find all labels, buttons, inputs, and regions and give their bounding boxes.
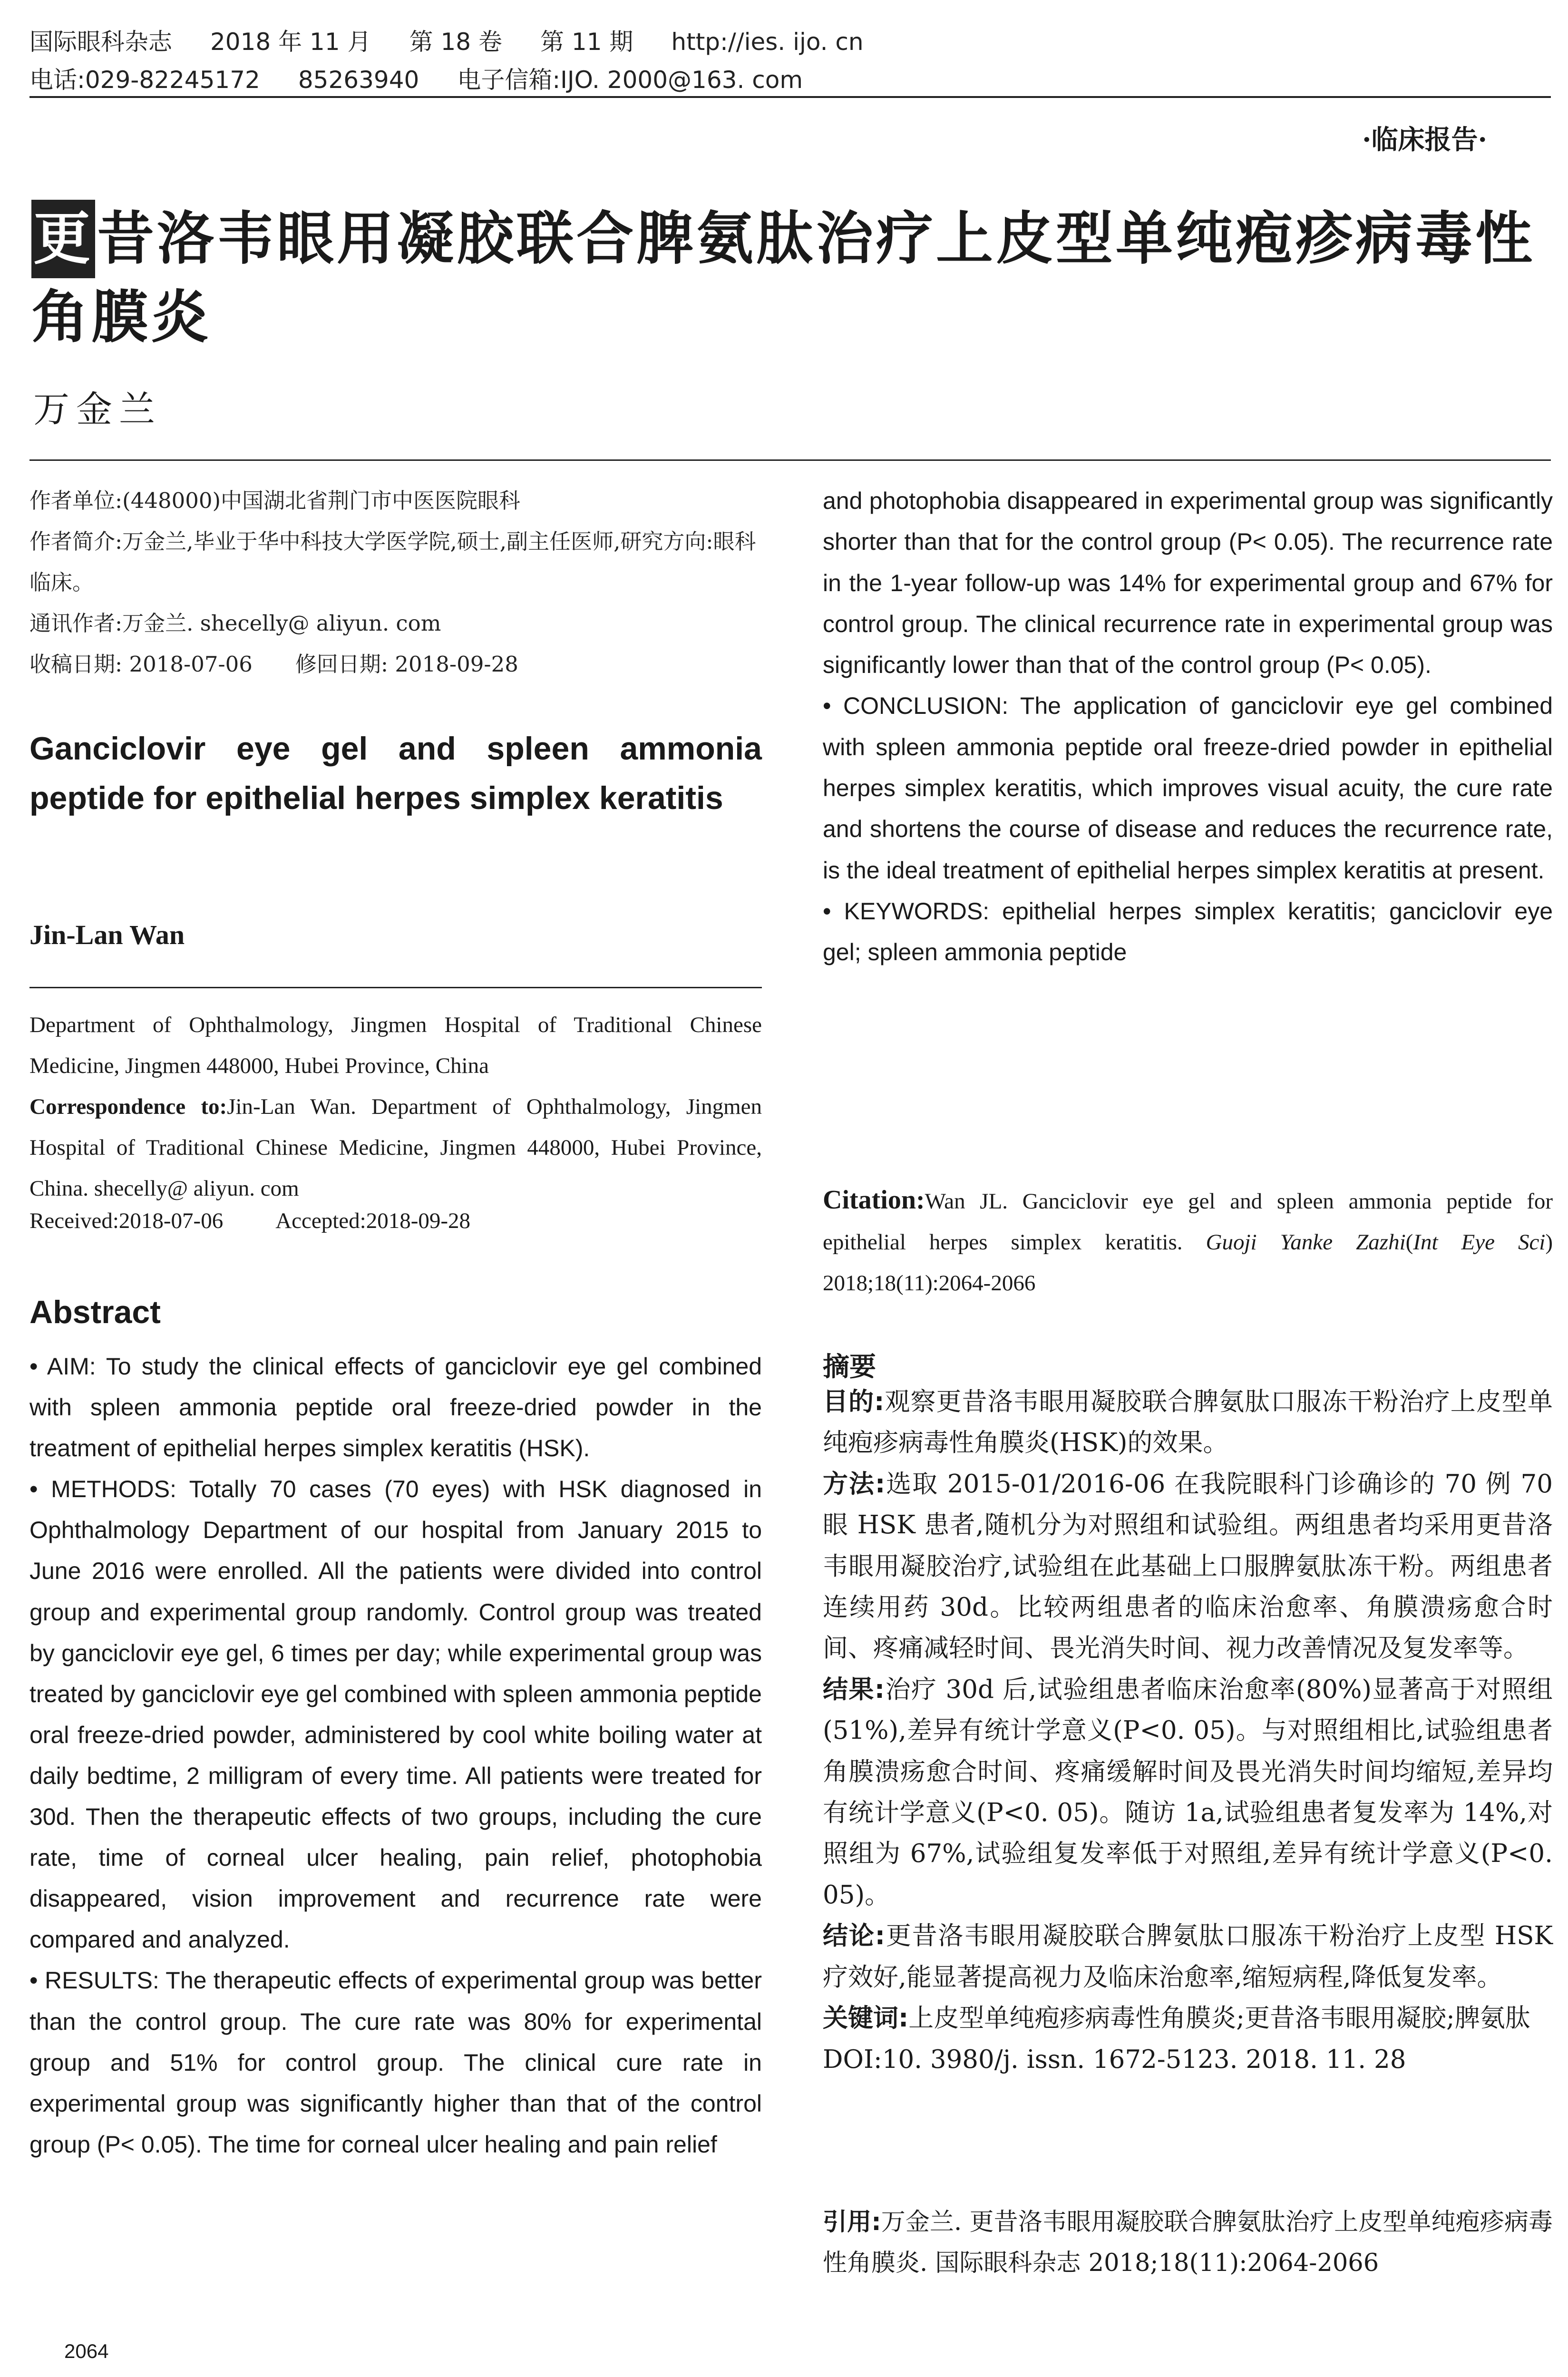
correspondence-text: Jin-Lan Wan. Department of Ophthalmology, Jingmen Hospital of Traditional Chinese Medicine, Jingmen 448000, Hubei Province, China. shecelly@ aliyun. com [29, 1094, 762, 1201]
received-accepted [29, 1208, 762, 1234]
issue-date: 2018 年 11 月 [210, 28, 371, 56]
corresponding-author: 通讯作者:万金兰. shecelly@ aliyun. com [29, 611, 441, 636]
zh-citation-text: 万金兰. 更昔洛韦眼用凝胶联合脾氨肽治疗上皮型单纯疱疹病毒性角膜炎. 国际眼科杂志 2018;18(11):2064-2066 [823, 2208, 1553, 2277]
title-en: Ganciclovir eye gel and spleen ammonia peptide for epithelial herpes simplex keratitis [29, 731, 762, 816]
abstract-right [823, 480, 1553, 973]
affiliation-divider [29, 987, 762, 988]
abstract-conclusion: • CONCLUSION: The application of ganciclovir eye gel combined with spleen ammonia peptide oral freeze-dried powder in epithelial herpes simplex keratitis, which improves visual acuity, the cure rate and shortens the course of disease and reduces the recurrence rate, is the ideal treatment of epithelial herpes simplex keratitis at present. [823, 692, 1553, 884]
volume: 第 18 卷 [409, 28, 502, 56]
abstract-methods: • METHODS: Totally 70 cases (70 eyes) with HSK diagnosed in Ophthalmology Department of our hospital from January 2015 to June 2016 were enrolled. All the patients were divided into control group and experimental group randomly. Control group was treated by ganciclovir eye gel, 6 times per day; while experimental group was treated by ganciclovir eye gel combined with spleen ammonia peptide oral freeze-dried powder, administered by cool white boiling water at daily bedtime, 2 milligram of every time. All patients were treated for 30d. Then the therapeutic effects of two groups, including the cure rate, time of corneal ulcer healing, pain relief, photophobia disappeared, vision improvement and recurrence rate were compared and analyzed. [29, 1476, 762, 1953]
title-divider [29, 459, 1551, 461]
zh-citation [823, 2202, 1553, 2284]
zh-abstract [823, 1382, 1553, 2080]
abstract-results-cont: and photophobia disappeared in experimental group was significantly shorter than that for the control group (P< 0.05). The recurrence rate in the 1-year follow-up was 14% for experimental group and 67% for control group. The clinical recurrence rate in experimental group was significantly lower than that of the control group (P< 0.05). [823, 487, 1553, 679]
abstract-keywords: • KEYWORDS: epithelial herpes simplex keratitis; ganciclovir eye gel; spleen ammonia peptide [823, 897, 1553, 966]
journal-name: 国际眼科杂志 [29, 28, 172, 56]
author-zh: 万金兰 [33, 388, 162, 430]
citation-intsci: Int Eye Sci [1413, 1230, 1546, 1255]
citation-journal: Guoji Yanke Zazhi [1206, 1230, 1406, 1255]
zh-aim: 目的:观察更昔洛韦眼用凝胶联合脾氨肽口服冻干粉治疗上皮型单纯疱疹病毒性角膜炎(HSK)的效果。 [823, 1387, 1553, 1458]
journal-header-line2 [29, 61, 841, 95]
author-bio: 作者简介:万金兰,毕业于华中科技大学医学院,硕士,副主任医师,研究方向:眼科临床。 [29, 529, 756, 595]
email[interactable]: 电子信箱:IJO. 2000@163. com [457, 66, 803, 94]
abstract-heading: Abstract [29, 1294, 161, 1330]
citation-text: Wan JL. Ganciclovir eye gel and spleen ammonia peptide for epithelial herpes simplex keratitis. [823, 1189, 1553, 1255]
zh-keywords: 关键词:上皮型单纯疱疹病毒性角膜炎;更昔洛韦眼用凝胶;脾氨肽 [823, 2004, 1530, 2033]
issue: 第 11 期 [540, 28, 633, 56]
phone: 电话:029-82245172 [29, 66, 260, 94]
citation-details: ) 2018;18(11):2064-2066 [823, 1230, 1553, 1296]
author-unit: 作者单位:(448000)中国湖北省荆门市中医医院眼科 [29, 488, 521, 513]
citation-label: Citation: [823, 1185, 925, 1215]
title-zh [31, 200, 1544, 357]
page-number: 2064 [64, 2340, 109, 2362]
author-info [29, 480, 762, 685]
journal-header-line1 [29, 23, 902, 57]
citation: Citation:Wan JL. Ganciclovir eye gel and spleen ammonia peptide for epithelial herpes simplex keratitis. Guoji Yanke Zazhi(Int Eye Sci) 2018;18(11):2064-2066 [823, 1185, 1553, 1296]
phone2: 85263940 [298, 66, 419, 94]
abstract-results: • RESULTS: The therapeutic effects of experimental group was better than the control group. The cure rate was 80% for experimental group and 51% for control group. The clinical cure rate in experimental group was significantly higher than that of the control group (P< 0.05). The time for corneal ulcer healing and pain relief [29, 1967, 762, 2158]
dates-zh: 收稿日期: 2018-07-06 修回日期: 2018-09-28 [29, 652, 518, 677]
header-divider [29, 96, 1551, 98]
zh-methods: 方法:选取 2015-01/2016-06 在我院眼科门诊确诊的 70 例 70 眼 HSK 患者,随机分为对照组和试验组。两组患者均采用更昔洛韦眼用凝胶治疗,试验组在此基础上口服脾氨肽冻干粉。两组患者连续用药 30d。比较两组患者的临床治愈率、角膜溃疡愈合时间、疼痛减轻时间、畏光消失时间、视力改善情况及复发率等。 [823, 1469, 1553, 1663]
abstract-aim: • AIM: To study the clinical effects of ganciclovir eye gel combined with spleen ammonia peptide oral freeze-dried powder in the treatment of epithelial herpes simplex keratitis (HSK). [29, 1353, 762, 1462]
journal-url[interactable]: http://ies. ijo. cn [671, 28, 864, 56]
zh-citation-label: 引用: [823, 2208, 881, 2236]
affiliation-text: Department of Ophthalmology, Jingmen Hospital of Traditional Chinese Medicine, Jingmen 448000, Hubei Province, China [29, 1013, 762, 1078]
affiliation [29, 1004, 762, 1209]
author-en: Jin-Lan Wan [29, 919, 185, 950]
doi[interactable]: DOI:10. 3980/j. issn. 1672-5123. 2018. 11. 28 [823, 2045, 1406, 2074]
received-date: Received:2018-07-06 [29, 1208, 224, 1233]
zh-abstract-heading: 摘要 [823, 1352, 876, 1383]
title-zh-rest: 昔洛韦眼用凝胶联合脾氨肽治疗上皮型单纯疱疹病毒性角膜炎 [31, 206, 1535, 351]
zh-conclusion: 结论:更昔洛韦眼用凝胶联合脾氨肽口服冻干粉治疗上皮型 HSK 疗效好,能显著提高视力及临床治愈率,缩短病程,降低复发率。 [823, 1921, 1553, 1992]
correspondence-label: Correspondence to: [29, 1094, 227, 1119]
abstract-left [29, 1346, 762, 2165]
section-tag: ·临床报告· [1362, 124, 1487, 156]
accepted-date: Accepted:2018-09-28 [275, 1208, 471, 1233]
zh-results: 结果:治疗 30d 后,试验组患者临床治愈率(80%)显著高于对照组(51%),差异有统计学意义(P<0. 05)。与对照组相比,试验组患者角膜溃疡愈合时间、疼痛缓解时间及畏光消失时间均缩短,差异均有统计学意义(P<0. 05)。随访 1a,试验组患者复发率为 14%,对照组为 67%,试验组复发率低于对照组,差异有统计学意义(P<0. 05)。 [823, 1675, 1553, 1909]
title-first-char: 更 [31, 200, 95, 278]
